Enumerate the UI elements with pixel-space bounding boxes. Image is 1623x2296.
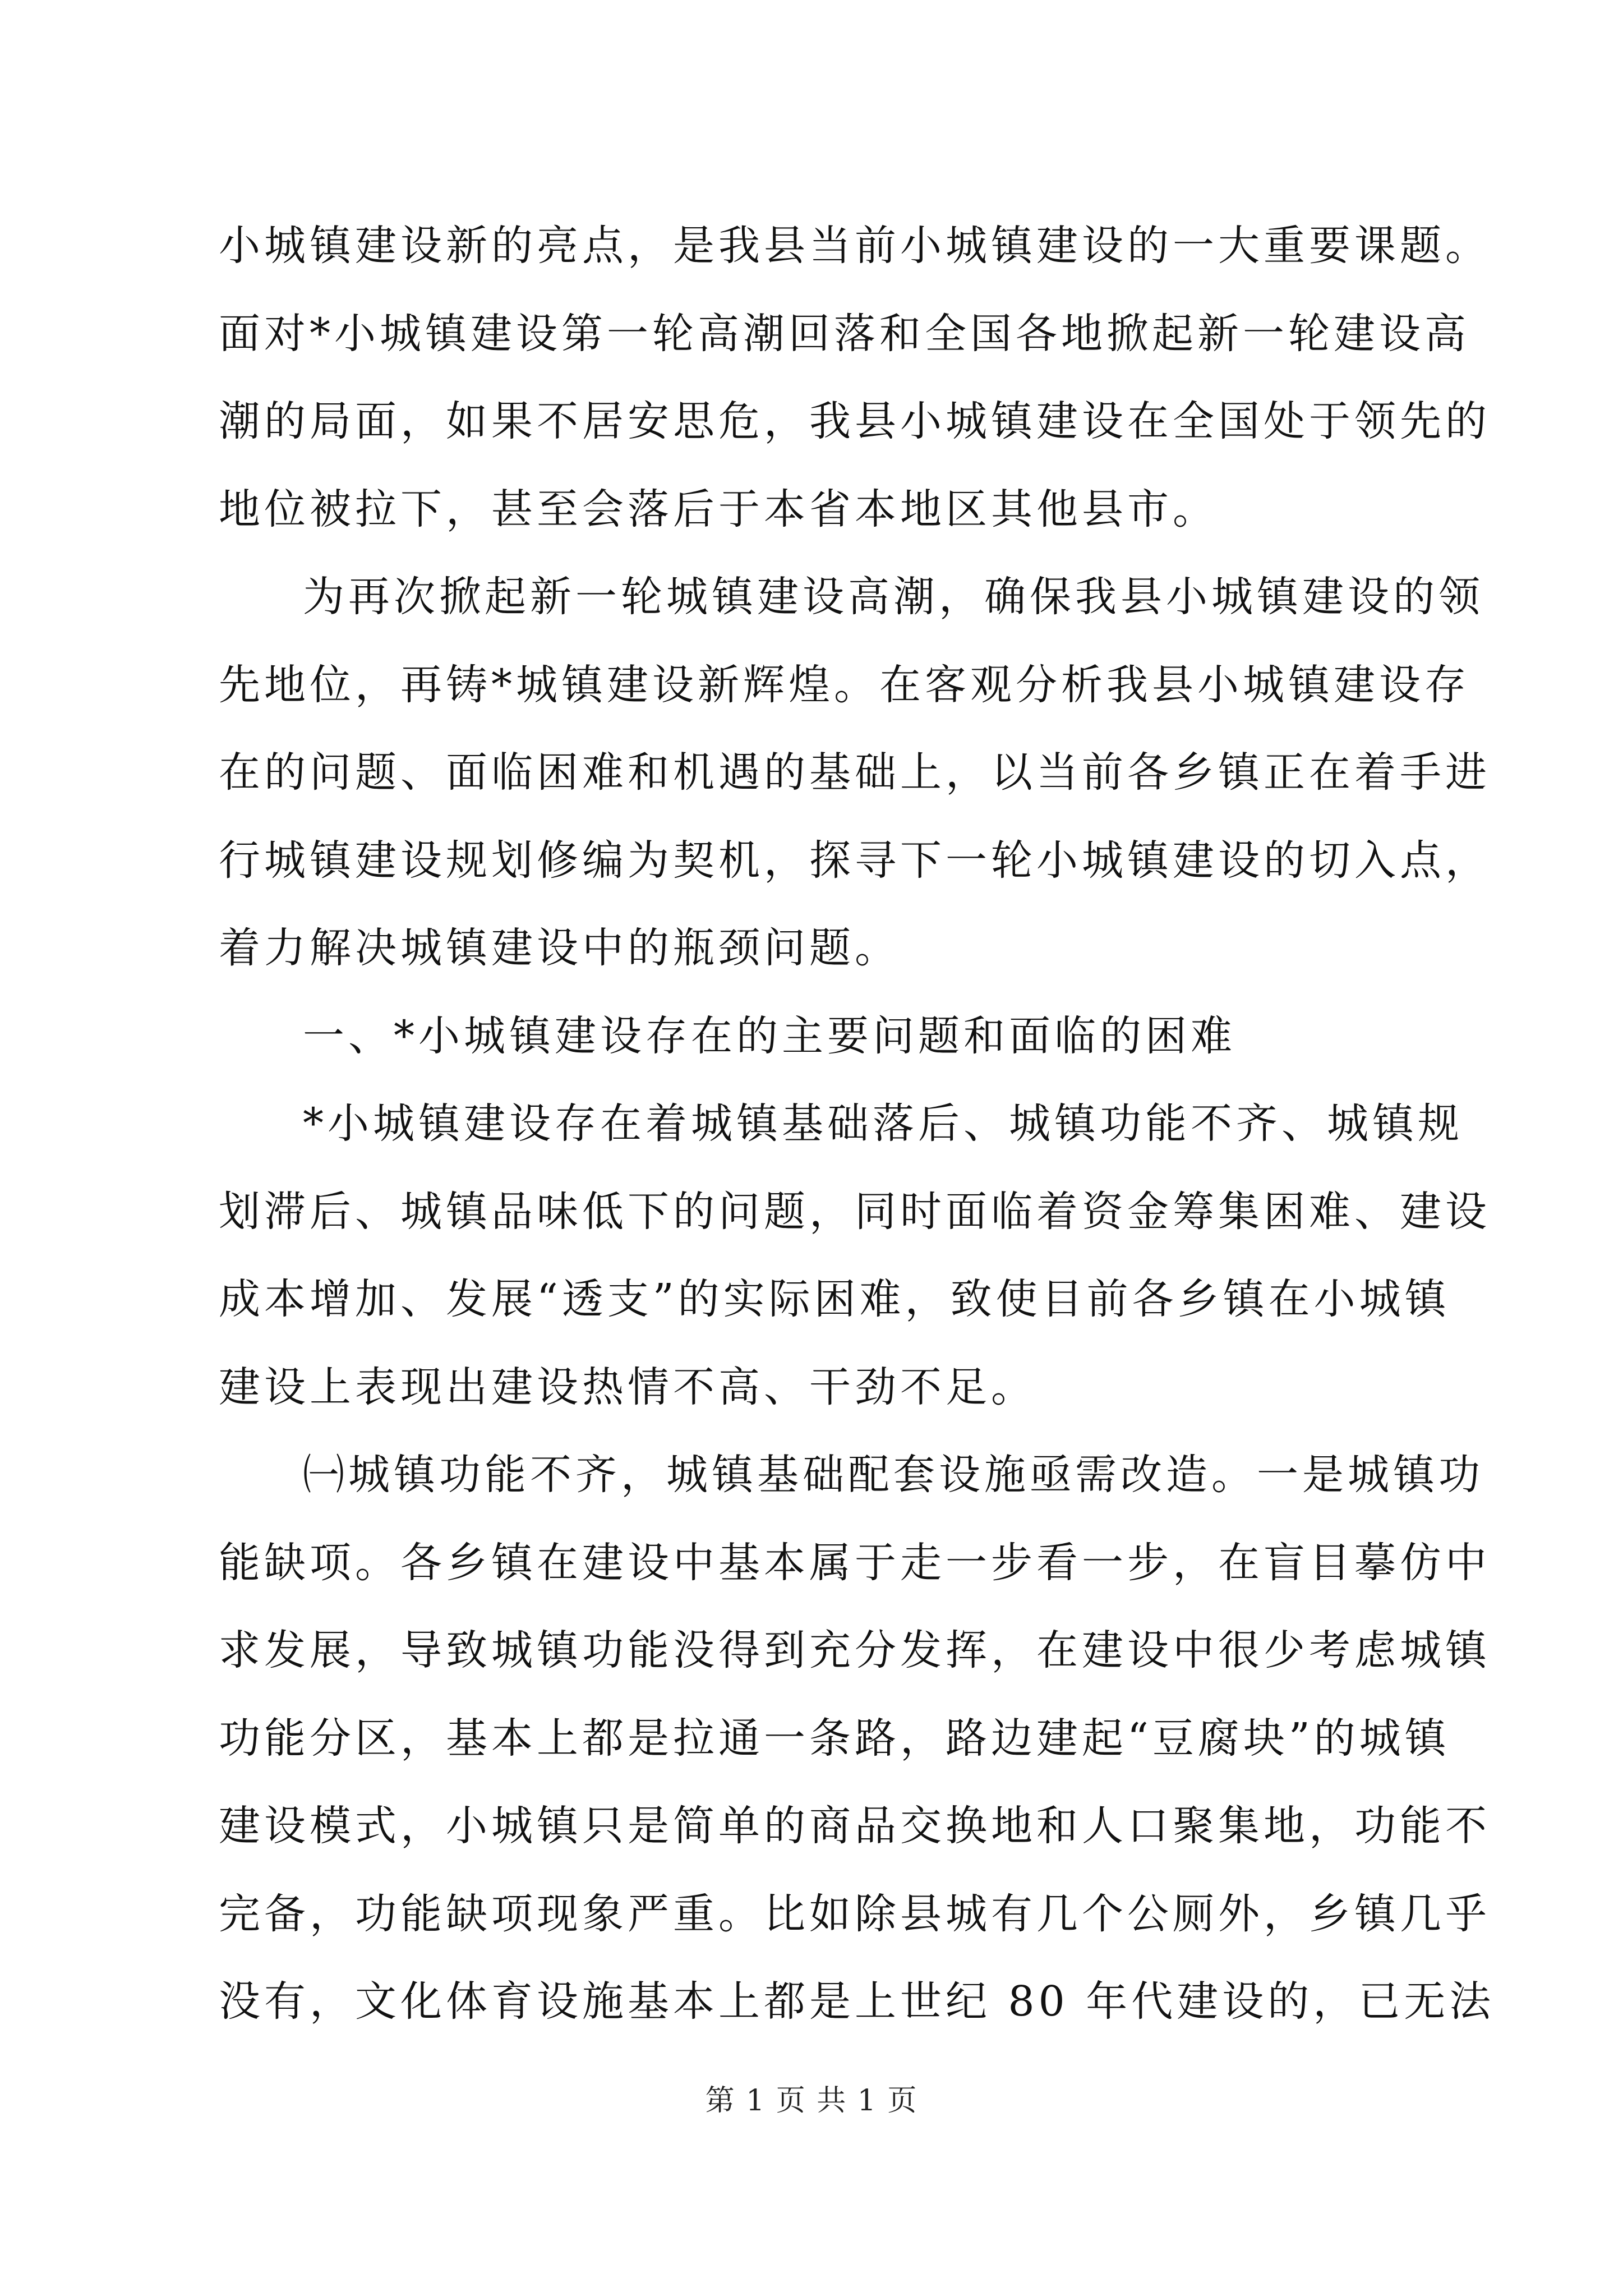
text-line: 成本增加、发展“透支”的实际困难，致使目前各乡镇在小城镇 bbox=[219, 1275, 1450, 1323]
text-line: 潮的局面，如果不居安思危，我县小城镇建设在全国处于领先的 bbox=[219, 397, 1491, 445]
text-line: 没有，文化体育设施基本上都是上世纪 80 年代建设的，已无法 bbox=[219, 1977, 1495, 2026]
text-line: 在的问题、面临困难和机遇的基础上，以当前各乡镇正在着手进 bbox=[219, 748, 1491, 797]
text-line: 能缺项。各乡镇在建设中基本属于走一步看一步，在盲目摹仿中 bbox=[219, 1538, 1491, 1587]
text-line: 划滞后、城镇品味低下的问题，同时面临着资金筹集困难、建设 bbox=[219, 1187, 1491, 1236]
text-line: 功能分区，基本上都是拉通一条路，路边建起“豆腐块”的城镇 bbox=[219, 1714, 1450, 1763]
text-line: 完备，功能缺项现象严重。比如除县城有几个公厕外，乡镇几乎 bbox=[219, 1889, 1491, 1938]
page-number-footer: 第 1 页 共 1 页 bbox=[705, 2084, 918, 2118]
text-line: 面对*小城镇建设第一轮高潮回落和全国各地掀起新一轮建设高 bbox=[219, 309, 1470, 358]
text-line: 着力解决城镇建设中的瓶颈问题。 bbox=[219, 924, 900, 972]
text-line: 小城镇建设新的亮点，是我县当前小城镇建设的一大重要课题。 bbox=[219, 222, 1491, 270]
text-line: 先地位，再铸*城镇建设新辉煌。在客观分析我县小城镇建设存 bbox=[219, 660, 1470, 709]
text-line: 地位被拉下，甚至会落后于本省本地区其他县市。 bbox=[219, 485, 1218, 533]
text-line: 建设上表现出建设热情不高、干劲不足。 bbox=[219, 1363, 1036, 1411]
text-line: 行城镇建设规划修编为契机，探寻下一轮小城镇建设的切入点， bbox=[219, 836, 1491, 885]
document-body bbox=[219, 202, 1495, 2046]
text-line: 建设模式，小城镇只是简单的商品交换地和人口聚集地，功能不 bbox=[219, 1802, 1491, 1850]
text-line: 求发展，导致城镇功能没得到充分发挥，在建设中很少考虑城镇 bbox=[219, 1626, 1491, 1674]
section-heading: 一、*小城镇建设存在的主要问题和面临的困难 bbox=[303, 1011, 1236, 1060]
paragraph-first-line: 为再次掀起新一轮城镇建设高潮，确保我县小城镇建设的领 bbox=[303, 573, 1484, 621]
paragraph-first-line: ㈠城镇功能不齐，城镇基础配套设施亟需改造。一是城镇功 bbox=[303, 1451, 1484, 1499]
paragraph-first-line: *小城镇建设存在着城镇基础落后、城镇功能不齐、城镇规 bbox=[303, 1099, 1463, 1148]
